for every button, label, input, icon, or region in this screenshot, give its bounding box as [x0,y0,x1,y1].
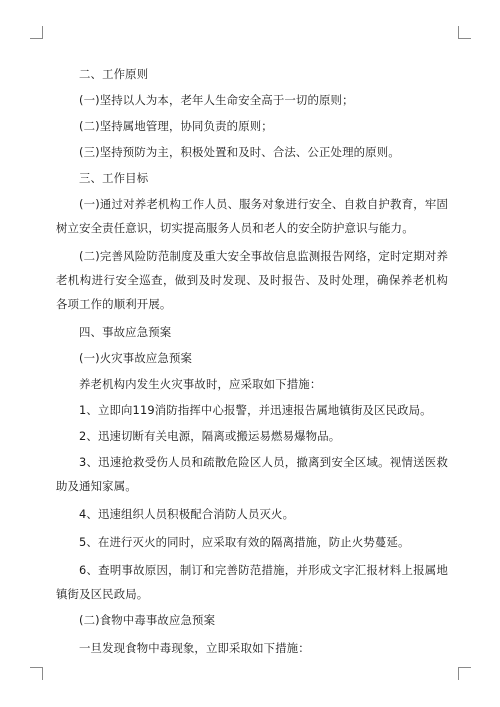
crop-mark-top-right [458,26,471,39]
principle-item-2: (二)坚持属地管理，协同负责的原则； [79,119,273,133]
fire-step-4: 4、迅速组织人员积极配合消防人员灭火。 [79,507,295,521]
crop-mark-top-left [30,26,43,39]
section-heading-emergency-plans: 四、事故应急预案 [79,325,172,339]
document-body [56,62,448,660]
crop-mark-bottom-right [458,667,471,680]
fire-step-2: 2、迅速切断有关电源，隔离或搬运易燃易爆物品。 [79,429,341,443]
fire-step-3: 3、迅速抢救受伤人员和疏散危险区人员，撤离到安全区域。视情送医救助及通知家属。 [56,455,448,493]
subsection-heading-fire: (一)火灾事故应急预案 [79,351,193,365]
fire-intro: 养老机构内发生火灾事故时，应采取如下措施： [79,377,322,391]
goal-item-1: (一)通过对养老机构工作人员、服务对象进行安全、自救自护教育，牢固树立安全责任意识，切实提高服务人员和老人的安全防护意识与能力。 [56,197,448,235]
principle-item-3: (三)坚持预防为主，积极处置和及时、合法、公正处理的原则。 [79,145,400,159]
subsection-heading-food-poisoning: (二)食物中毒事故应急预案 [79,613,216,627]
goal-item-2: (二)完善风险防范制度及重大安全事故信息监测报告网络，定时定期对养老机构进行安全巡查，做到及时发现、及时报告、及时处理，确保养老机构各项工作的顺利开展。 [56,249,448,311]
fire-step-5: 5、在进行灭火的同时，应采取有效的隔离措施，防止火势蔓延。 [79,535,410,549]
section-heading-work-goals: 三、工作目标 [79,171,149,185]
section-heading-work-principles: 二、工作原则 [79,67,149,81]
food-poisoning-intro: 一旦发现食物中毒现象，立即采取如下措施： [79,641,310,655]
crop-mark-bottom-left [30,667,43,680]
fire-step-1: 1、立即向119消防指挥中心报警，并迅速报告属地镇街及区民政局。 [79,403,432,417]
principle-item-1: (一)坚持以人为本，老年人生命安全高于一切的原则； [79,93,354,107]
fire-step-6: 6、查明事故原因，制订和完善防范措施，并形成文字汇报材料上报属地镇街及区民政局。 [56,563,448,601]
